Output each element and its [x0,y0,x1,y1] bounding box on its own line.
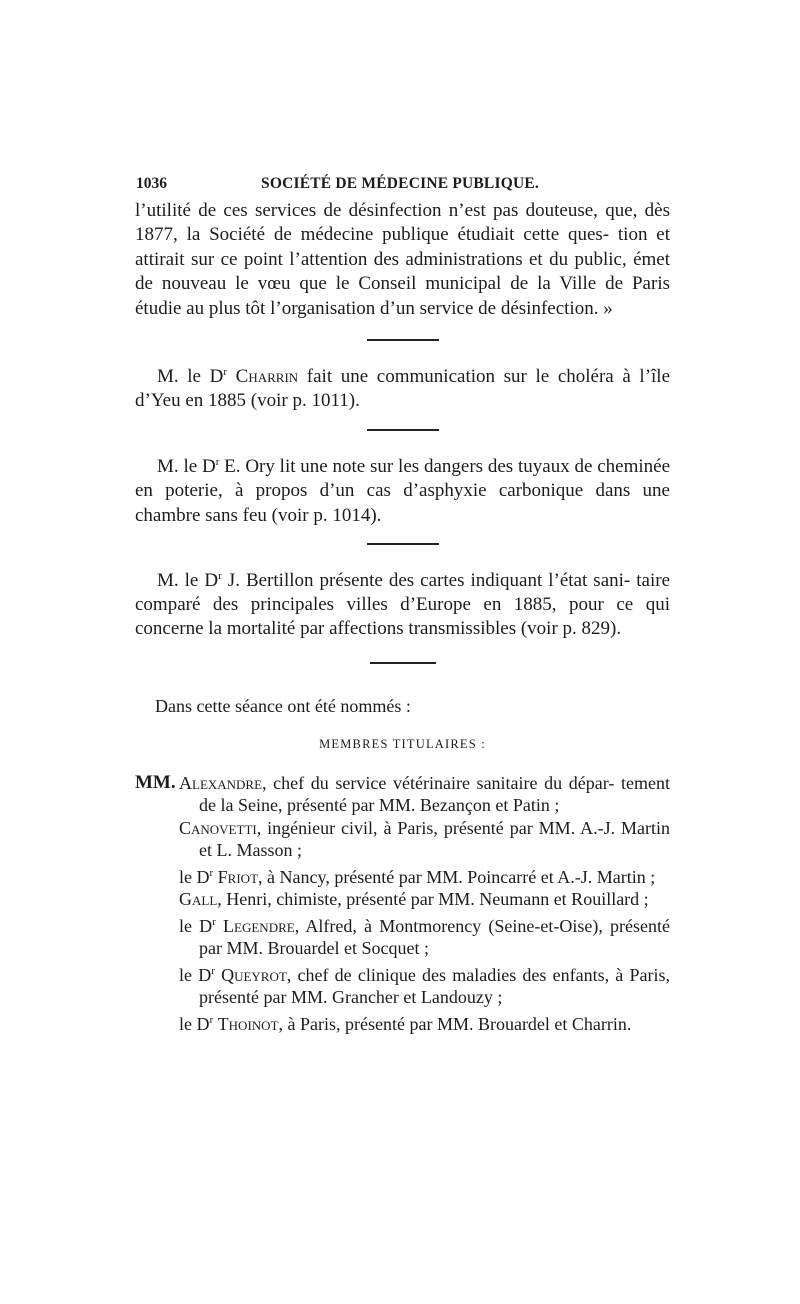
member-name: Queyrot [221,964,287,985]
superscript: r [212,915,216,928]
list-item [135,1009,670,1036]
running-header [135,175,670,197]
list-item [135,772,670,817]
members-heading: MEMBRES TITULAIRES : [319,736,486,751]
member-details: , à Paris, présenté par MM. Brouardel et Charrin. [278,1013,632,1034]
member-details: , Alfred, à Montmorency (Seine-et-Oise), présenté par MM. Brouardel et Socquet ; [199,915,671,959]
text-fragment: le D [179,915,213,936]
nominations-intro: Dans cette séance ont été nommés : [155,696,411,717]
text-fragment: le D [179,866,210,887]
text-fragment: le D [179,964,212,985]
section-rule [370,662,436,665]
list-item [135,888,670,911]
text-fragment: M. le D [157,569,219,591]
paragraph-bertillon [135,564,670,642]
text-fragment: M. le D [157,455,216,477]
page-number: 1036 [136,175,167,192]
member-name: Alexandre [179,772,263,793]
superscript: r [209,1013,214,1026]
text-fragment: M. le D [157,365,224,387]
list-item [135,960,670,1009]
member-details: , ingénieur civil, à Paris, présenté par MM. A.-J. Martin et L. Masson ; [199,817,670,861]
member-details: , chef de clinique des maladies des enfants, à Paris, présenté par MM. Grancher et Landouzy ; [199,964,670,1008]
separator-rule [367,429,439,431]
members-list [135,772,670,1036]
superscript: r [211,964,215,977]
text-fragment: E. Ory lit une note sur les dangers des tuyaux de cheminée en poterie, à propos d’un cas d’asphyxie carbonique dans une chambre sans feu (voir p. 1014). [135,455,671,526]
separator-rule [367,543,439,545]
text-fragment: le D [179,1013,210,1034]
list-item [135,862,670,889]
superscript: r [223,365,228,378]
list-item [135,911,670,960]
member-name: Gall [179,889,218,910]
paragraph-charrin [135,360,670,414]
paragraph-disinfection: l’utilité de ces services de désinfection n’est pas douteuse, que, dès 1877, la Société de médecine publique étudiait cette ques- tion et attirait sur ce point l’attention des administrations et du public, émet de nouveau le vœu que le Conseil municipal de la Ville de Paris étudie au plus tôt l’organisation d’un service de désinfection. » [135,200,670,319]
member-details: , chef du service vétérinaire sanitaire du dépar- tement de la Seine, présenté par MM. Bezançon et Patin ; [199,772,670,816]
page-body [135,175,670,1035]
text-fragment: J. Bertillon présente des cartes indiquant l’état sani- taire comparé des principales villes d’Europe en 1885, pour ce qui concerne la mortalité par affections transmissibles (voir p. 829). [135,569,670,640]
paragraph-ory [135,450,670,528]
separator-rule [367,339,439,341]
superscript: r [209,866,214,879]
member-name: Thoinot [217,1013,279,1034]
running-title: SOCIÉTÉ DE MÉDECINE PUBLIQUE. [261,175,539,192]
list-item [135,817,670,862]
member-name: Friot [217,866,259,887]
member-details: , Henri, chimiste, présenté par MM. Neumann et Rouillard ; [217,889,649,910]
member-name: Canovetti [179,817,257,838]
member-name: Legendre [223,915,295,936]
superscript: r [218,569,222,582]
member-details: , à Nancy, présenté par MM. Poincarré et A.-J. Martin ; [258,866,656,887]
text-fragment: fait une communication sur le choléra à l’île d’Yeu en 1885 (voir p. 1011). [135,365,671,411]
person-name: Charrin [235,365,299,387]
members-prefix: MM. [135,771,176,793]
superscript: r [215,455,220,468]
